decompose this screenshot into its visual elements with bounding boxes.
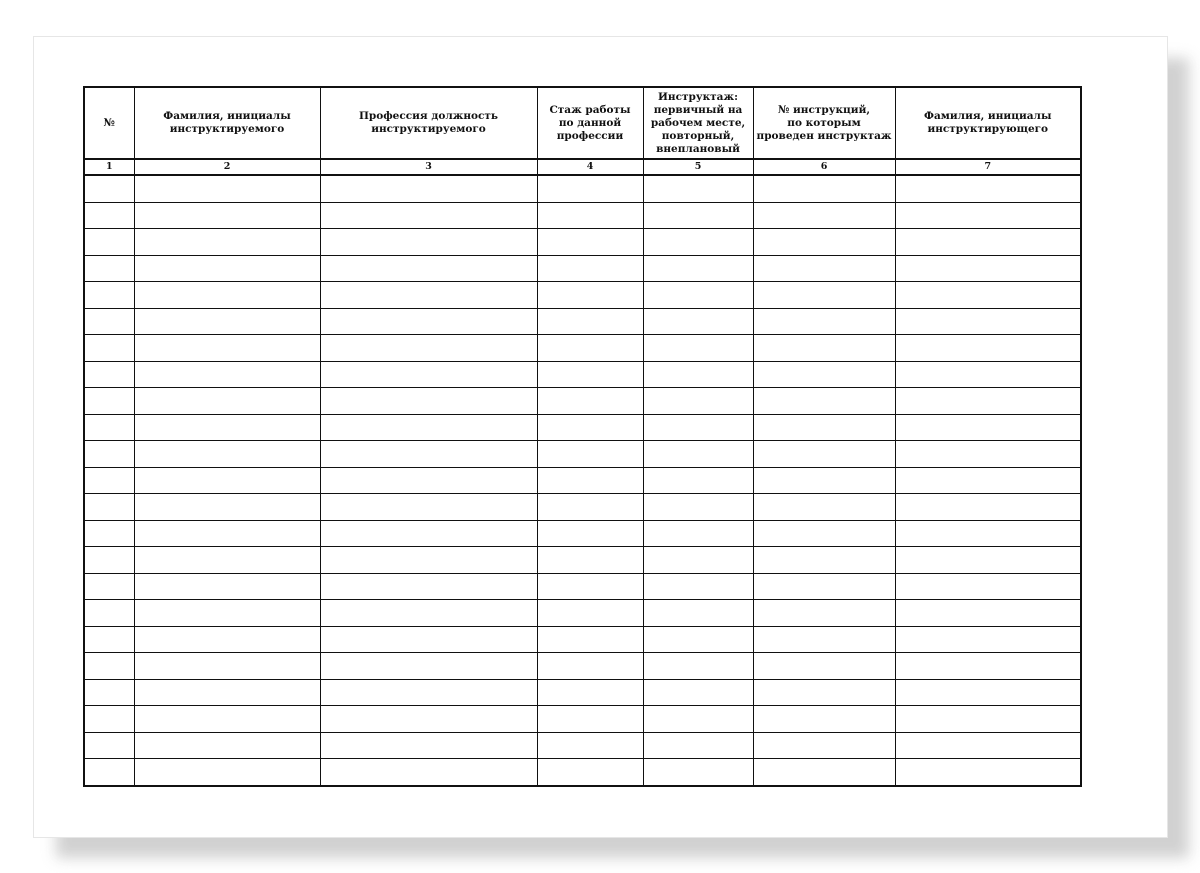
table-cell xyxy=(84,494,134,521)
table-cell xyxy=(84,706,134,733)
header-instructor-name: Фамилия, инициалы инструктирующего xyxy=(895,87,1081,159)
header-work-experience: Стаж работы по данной профессии xyxy=(537,87,643,159)
table-cell xyxy=(84,202,134,229)
table-cell xyxy=(134,255,320,282)
column-number-row xyxy=(84,159,1081,175)
table-row xyxy=(84,308,1081,335)
table-row xyxy=(84,547,1081,574)
table-cell xyxy=(537,388,643,415)
table-cell xyxy=(320,308,537,335)
table-body xyxy=(84,175,1081,786)
table-cell xyxy=(753,520,895,547)
table-cell xyxy=(320,441,537,468)
table-cell xyxy=(134,626,320,653)
table-cell xyxy=(643,229,753,256)
table-row xyxy=(84,732,1081,759)
instruction-log-table xyxy=(83,86,1082,787)
table-header-row xyxy=(84,87,1081,159)
table-row xyxy=(84,759,1081,786)
table-cell xyxy=(643,361,753,388)
table-cell xyxy=(134,202,320,229)
table-cell xyxy=(84,335,134,362)
table-cell xyxy=(753,494,895,521)
column-number: 5 xyxy=(643,159,753,175)
table-cell xyxy=(84,388,134,415)
table-row xyxy=(84,175,1081,202)
table-cell xyxy=(84,255,134,282)
table-cell xyxy=(320,467,537,494)
table-cell xyxy=(320,759,537,786)
table-cell xyxy=(134,388,320,415)
column-number: 2 xyxy=(134,159,320,175)
table-cell xyxy=(643,282,753,309)
table-cell xyxy=(84,414,134,441)
table-cell xyxy=(320,414,537,441)
table-cell xyxy=(753,759,895,786)
table-cell xyxy=(320,335,537,362)
table-cell xyxy=(895,732,1081,759)
table-cell xyxy=(895,388,1081,415)
table-cell xyxy=(320,388,537,415)
table-row xyxy=(84,600,1081,627)
table-cell xyxy=(753,706,895,733)
table-row xyxy=(84,653,1081,680)
table-cell xyxy=(643,494,753,521)
table-cell xyxy=(134,547,320,574)
table-cell xyxy=(753,626,895,653)
table-cell xyxy=(643,520,753,547)
table-cell xyxy=(320,626,537,653)
table-cell xyxy=(320,255,537,282)
table-cell xyxy=(643,308,753,335)
table-cell xyxy=(895,494,1081,521)
table-cell xyxy=(895,626,1081,653)
header-number: № xyxy=(84,87,134,159)
table-cell xyxy=(84,573,134,600)
table-cell xyxy=(753,229,895,256)
table-cell xyxy=(895,600,1081,627)
table-cell xyxy=(753,335,895,362)
table-cell xyxy=(895,547,1081,574)
table-cell xyxy=(537,308,643,335)
table-cell xyxy=(320,706,537,733)
table-cell xyxy=(320,679,537,706)
table-cell xyxy=(753,255,895,282)
table-row xyxy=(84,282,1081,309)
table-cell xyxy=(537,282,643,309)
table-cell xyxy=(753,467,895,494)
table-cell xyxy=(134,759,320,786)
table-cell xyxy=(84,679,134,706)
table-cell xyxy=(895,467,1081,494)
table-cell xyxy=(320,361,537,388)
table-cell xyxy=(320,494,537,521)
table-cell xyxy=(643,441,753,468)
table-cell xyxy=(895,335,1081,362)
header-trainee-name: Фамилия, инициалы инструктируемого xyxy=(134,87,320,159)
table-row xyxy=(84,361,1081,388)
header-briefing-type: Инструктаж: первичный на рабочем месте, повторный, внеплановый xyxy=(643,87,753,159)
table-cell xyxy=(643,759,753,786)
table-cell xyxy=(537,175,643,202)
table-cell xyxy=(537,441,643,468)
table-cell xyxy=(643,547,753,574)
table-cell xyxy=(643,388,753,415)
column-number: 3 xyxy=(320,159,537,175)
table-cell xyxy=(320,175,537,202)
table-cell xyxy=(895,361,1081,388)
table-cell xyxy=(895,255,1081,282)
table-cell xyxy=(84,653,134,680)
table-cell xyxy=(753,573,895,600)
table-cell xyxy=(643,335,753,362)
table-row xyxy=(84,520,1081,547)
table-cell xyxy=(895,414,1081,441)
table-cell xyxy=(643,679,753,706)
table-cell xyxy=(643,467,753,494)
table-cell xyxy=(320,520,537,547)
table-cell xyxy=(320,600,537,627)
table-cell xyxy=(537,414,643,441)
table-cell xyxy=(753,175,895,202)
table-row xyxy=(84,229,1081,256)
table-cell xyxy=(320,547,537,574)
table-cell xyxy=(134,494,320,521)
table-cell xyxy=(84,229,134,256)
table-row xyxy=(84,335,1081,362)
table-cell xyxy=(895,308,1081,335)
table-cell xyxy=(537,255,643,282)
column-number: 4 xyxy=(537,159,643,175)
table-cell xyxy=(537,573,643,600)
table-cell xyxy=(753,441,895,468)
table-row xyxy=(84,467,1081,494)
table-cell xyxy=(753,679,895,706)
table-cell xyxy=(134,441,320,468)
table-cell xyxy=(753,308,895,335)
table-cell xyxy=(895,202,1081,229)
table-row xyxy=(84,414,1081,441)
table-cell xyxy=(537,335,643,362)
table-cell xyxy=(84,547,134,574)
table-cell xyxy=(643,414,753,441)
table-cell xyxy=(643,255,753,282)
table-cell xyxy=(537,653,643,680)
table-cell xyxy=(643,653,753,680)
table-cell xyxy=(537,202,643,229)
table-cell xyxy=(537,706,643,733)
table-cell xyxy=(753,732,895,759)
table-cell xyxy=(84,520,134,547)
table-row xyxy=(84,679,1081,706)
table-cell xyxy=(895,229,1081,256)
table-cell xyxy=(537,600,643,627)
table-cell xyxy=(320,573,537,600)
column-number: 6 xyxy=(753,159,895,175)
table-cell xyxy=(134,229,320,256)
table-row xyxy=(84,202,1081,229)
table-cell xyxy=(895,653,1081,680)
document-page xyxy=(33,36,1168,838)
table-cell xyxy=(320,229,537,256)
table-cell xyxy=(320,653,537,680)
table-cell xyxy=(134,706,320,733)
table-cell xyxy=(84,441,134,468)
table-cell xyxy=(753,653,895,680)
table-cell xyxy=(643,706,753,733)
table-cell xyxy=(134,573,320,600)
table-cell xyxy=(537,679,643,706)
table-cell xyxy=(753,202,895,229)
table-cell xyxy=(895,706,1081,733)
table-cell xyxy=(84,626,134,653)
table-cell xyxy=(895,441,1081,468)
table-cell xyxy=(753,388,895,415)
header-trainee-profession: Профессия должность инструктируемого xyxy=(320,87,537,159)
table-cell xyxy=(134,414,320,441)
table-cell xyxy=(320,282,537,309)
table-cell xyxy=(895,520,1081,547)
table-cell xyxy=(537,229,643,256)
table-cell xyxy=(134,282,320,309)
table-cell xyxy=(895,679,1081,706)
table-cell xyxy=(134,600,320,627)
table-cell xyxy=(134,679,320,706)
table-cell xyxy=(537,520,643,547)
table-cell xyxy=(84,759,134,786)
table-cell xyxy=(134,361,320,388)
table-cell xyxy=(320,732,537,759)
table-cell xyxy=(134,520,320,547)
table-row xyxy=(84,706,1081,733)
table-cell xyxy=(134,732,320,759)
table-cell xyxy=(84,732,134,759)
table-cell xyxy=(895,573,1081,600)
table-cell xyxy=(537,759,643,786)
column-number: 7 xyxy=(895,159,1081,175)
table-cell xyxy=(753,547,895,574)
table-cell xyxy=(753,414,895,441)
column-number: 1 xyxy=(84,159,134,175)
table-cell xyxy=(895,282,1081,309)
table-cell xyxy=(320,202,537,229)
table-cell xyxy=(537,361,643,388)
table-cell xyxy=(753,282,895,309)
table-cell xyxy=(537,547,643,574)
table-row xyxy=(84,494,1081,521)
table-cell xyxy=(537,626,643,653)
table-cell xyxy=(643,600,753,627)
table-cell xyxy=(134,467,320,494)
table-cell xyxy=(643,626,753,653)
table-cell xyxy=(134,653,320,680)
table-cell xyxy=(134,175,320,202)
table-cell xyxy=(84,467,134,494)
table-cell xyxy=(537,494,643,521)
table-cell xyxy=(84,282,134,309)
table-row xyxy=(84,441,1081,468)
table-cell xyxy=(84,308,134,335)
table-cell xyxy=(537,467,643,494)
table-row xyxy=(84,626,1081,653)
table-cell xyxy=(537,732,643,759)
header-instruction-numbers: № инструкций, по которым проведен инструктаж xyxy=(753,87,895,159)
table-cell xyxy=(84,175,134,202)
table-cell xyxy=(134,335,320,362)
table-cell xyxy=(643,175,753,202)
table-row xyxy=(84,388,1081,415)
table-cell xyxy=(753,600,895,627)
table-cell xyxy=(84,361,134,388)
table-cell xyxy=(643,202,753,229)
table-row xyxy=(84,255,1081,282)
table-cell xyxy=(753,361,895,388)
table-row xyxy=(84,573,1081,600)
table-cell xyxy=(84,600,134,627)
table-cell xyxy=(643,573,753,600)
table-cell xyxy=(895,175,1081,202)
table-cell xyxy=(643,732,753,759)
table-cell xyxy=(134,308,320,335)
table-cell xyxy=(895,759,1081,786)
